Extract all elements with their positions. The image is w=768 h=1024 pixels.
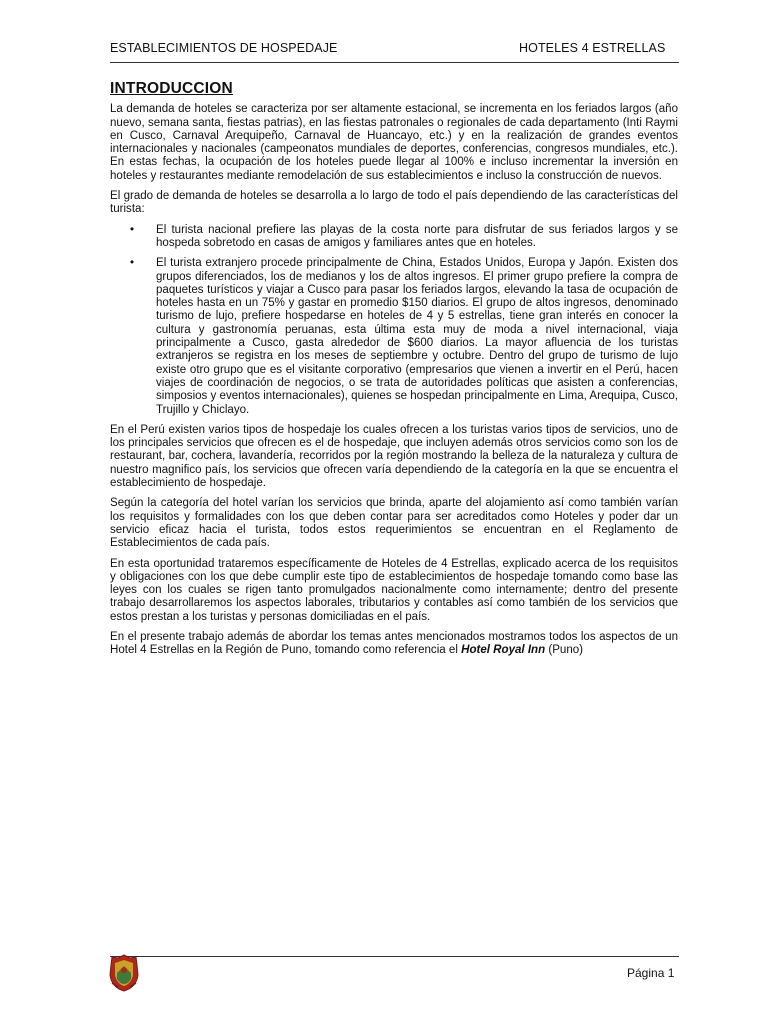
page-number: Página 1: [627, 966, 675, 980]
paragraph-6-start: En el presente trabajo además de abordar los temas antes mencionados mostramos todos los aspectos de un Hotel 4 Estrellas en la Región de Puno, tomando como referencia el: [110, 630, 678, 657]
header-left-title: ESTABLECIMIENTOS DE HOSPEDAJE: [110, 41, 338, 55]
header-right-title: HOTELES 4 ESTRELLAS: [519, 41, 666, 55]
list-item: [110, 224, 678, 251]
university-crest-icon: [108, 953, 140, 993]
paragraph-6-end: (Puno): [545, 644, 584, 657]
paragraph-6: [110, 631, 678, 658]
list-item-text: El turista nacional prefiere las playas de la costa norte para disfrutar de sus feriados largos y se hospeda sobretodo en casas de amigos y familiares antes que en hoteles.: [156, 223, 678, 249]
bullet-list: [110, 224, 678, 417]
paragraph-2: El grado de demanda de hoteles se desarrolla a lo largo de todo el país dependiendo de las características del turista:: [110, 190, 678, 216]
paragraph-1: La demanda de hoteles se caracteriza por ser altamente estacional, se incrementa en los feriados largos (año nuevo, semana santa, fiestas patrias), en las fiestas patronales o regionales de cada departamento (Inti Raymi en Cusco, Carnaval Arequipeño, Carnaval de Huancayo, etc.) y en la realización de grandes eventos internacionales y nacionales (campeonatos mundiales de deportes, conferencias, congresos mundiales, etc.). En estas fechas, la ocupación de los hoteles puede llegar al 100% e incluso incrementar la inversión en hoteles y restaurantes mediante remodelación de sus establecimientos e incluso la construcción de nuevos.: [110, 103, 678, 182]
paragraph-3: En el Perú existen varios tipos de hospedaje los cuales ofrecen a los turistas varios tipos de servicios, uno de los principales servicios que ofrecen es el de hospedaje, que incluyen además otros servicios como son los de restaurant, bar, cochera, lavandería, recorridos por la región mostrando la belleza de la naturaleza y cultura de nuestro magnifico país, los servicios que ofrecen varía dependiendo de la categoría en la que se encuentra el establecimiento de hospedaje.: [110, 423, 678, 490]
header-divider: [110, 62, 679, 63]
bullet-icon: •: [130, 223, 135, 236]
paragraph-4: Según la categoría del hotel varían los servicios que brinda, aparte del alojamiento así como también varían los requisitos y formalidades con los que deben contar para ser acreditados como Hoteles y poder dar un servicio eficaz hacia el turista, todos estos requerimientos se encuentran en el Reglamento de Establecimientos de cada país.: [110, 497, 678, 550]
document-body: [110, 82, 678, 665]
section-title: INTRODUCCION: [110, 80, 233, 97]
list-item-text: El turista extranjero procede principalmente de China, Estados Unidos, Europa y Japón. Existen dos grupos diferenciados, los de medianos y los de altos ingresos. El primer grupo prefiere la compra de paquetes turísticos y viajar a Cusco para pasar los feriados largos, elevando la tasa de ocupación de hoteles hasta en un 75% y gastar en promedio $150 diarios. El grupo de altos ingresos, denominado turismo de lujo, prefiere hospedarse en hoteles de 4 y 5 estrellas, tiene gran interés en conocer la cultura y gastronomía peruanas, esta última esta muy de moda a nivel internacional, viaja principalmente a Cusco, gasta alrededor de $600 diarios. La mayor afluencia de los turistas extranjeros se registra en los meses de septiembre y octubre. Dentro del grupo de turismo de lujo existe otro grupo que es el visitante corporativo (empresarios que vienen a invertir en el Perú, hacen viajes de coordinación de negocios, o se trata de autoridades políticas que asisten a conferencias, simposios y eventos internacionales), quienes se hospedan principalmente en Lima, Arequipa, Cusco, Trujillo y Chiclayo.: [156, 257, 678, 416]
paragraph-5: En esta oportunidad trataremos específicamente de Hoteles de 4 Estrellas, explicado acerca de los requisitos y obligaciones con los que debe cumplir este tipo de establecimientos de hospedaje tomando como base las leyes con los cuales se rigen tanto promulgados nacionalmente como internamente; dentro del presente trabajo desarrollaremos los aspectos laborales, tributarios y contables así como también de los servicios que estos prestan a los turistas y personas domiciliadas en el país.: [110, 557, 678, 623]
bullet-icon: •: [130, 257, 135, 270]
footer-divider: [110, 956, 679, 957]
list-item: [110, 257, 678, 417]
hotel-name: Hotel Royal Inn: [461, 644, 546, 657]
